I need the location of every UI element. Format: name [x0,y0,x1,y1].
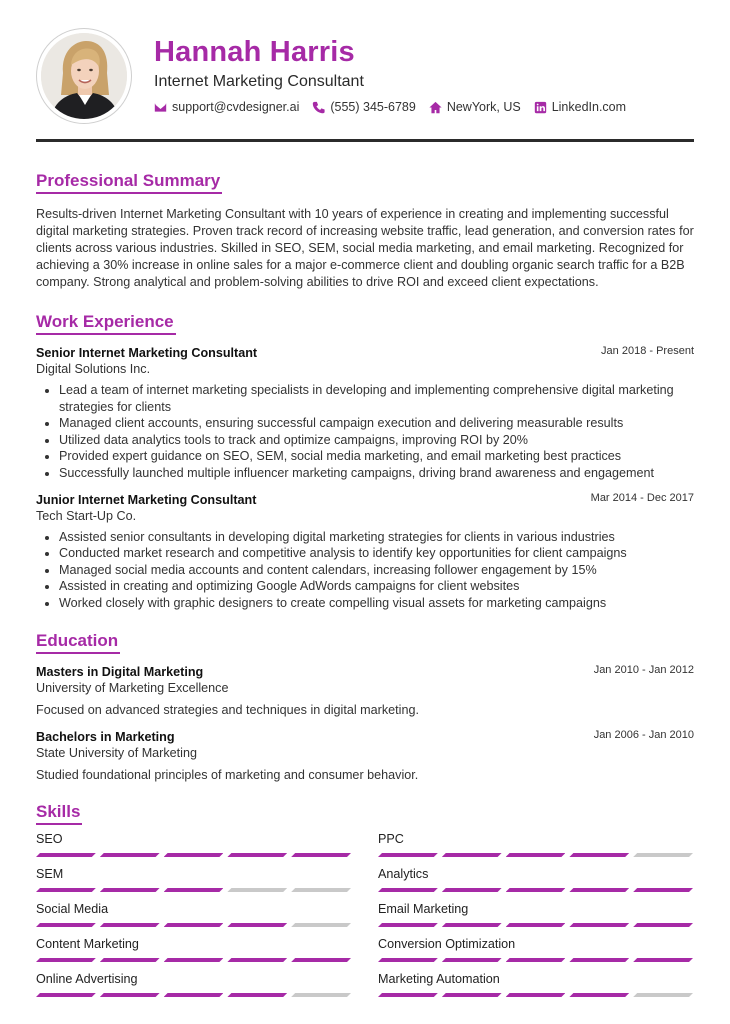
skill-level-filled [36,888,96,892]
skill-level-filled [378,923,438,927]
skill-level-filled [36,958,96,962]
skill-level-filled [227,853,287,857]
job-entry [36,492,694,612]
skill-level-bar [36,853,351,857]
contact-phone-text: (555) 345-6789 [330,100,416,114]
skill-item [36,972,351,986]
skill-level-filled [36,993,96,997]
job-title: Junior Internet Marketing Consultant [36,492,257,507]
phone-icon [312,101,325,114]
contact-location [429,100,521,114]
skill-level-filled [633,958,693,962]
contact-location-text: NewYork, US [446,100,521,114]
skill-item [378,867,693,881]
job-company: Tech Start-Up Co. [36,508,137,523]
experience-title: Work Experience [36,312,176,335]
skill-level-empty [227,888,287,892]
envelope-icon [154,101,167,114]
education-dates: Jan 2010 - Jan 2012 [593,664,694,676]
job-bullets [36,529,694,612]
skill-level-filled [164,923,224,927]
skill-level-empty [633,993,693,997]
skill-level-bar [378,958,693,962]
skill-level-filled [36,923,96,927]
contact-phone[interactable] [312,100,415,114]
education-dates: Jan 2006 - Jan 2010 [593,729,694,741]
skill-name: Conversion Optimization [378,937,516,951]
skill-level-bar [36,958,351,962]
skill-level-filled [378,888,438,892]
skill-level-empty [291,923,351,927]
skill-level-filled [506,993,566,997]
bullet-item: • Assisted in creating and optimizing Google AdWords campaigns for client websites [59,578,694,595]
summary-text: Results-driven Internet Marketing Consultant with 10 years of experience in creating and implementing successful digital marketing strategies. Proven track record of increasing website traffic, lead generation, and conversion rates for clients across various industries. Skilled in SEO, SEM, social media marketing, and email marketing. Recognized for achieving a 30% increase in online sales for a major e-commerce client and doubling organic search traffic for a B2B company. Strong analytical and problem-solving abilities to drive ROI and exceed client expectations. [36,207,694,289]
skill-level-filled [291,958,351,962]
job-bullets [36,382,694,482]
home-icon [429,101,442,114]
skill-level-filled [227,958,287,962]
skill-item [378,937,693,951]
education-section [36,631,694,783]
skill-level-filled [100,888,160,892]
skill-level-filled [100,853,160,857]
skill-level-bar [378,993,693,997]
school-name: University of Marketing Excellence [36,681,229,695]
job-title: Senior Internet Marketing Consultant [36,346,258,360]
skill-level-filled [291,853,351,857]
contact-linkedin[interactable] [534,100,626,114]
candidate-role: Internet Marketing Consultant [154,73,364,90]
resume-header [36,28,694,142]
skill-level-filled [569,853,629,857]
skill-level-filled [442,923,502,927]
skill-level-bar [36,993,351,997]
bullet-item: • Worked closely with graphic designers to create compelling visual assets for marketing campaigns [59,595,694,612]
skill-name: Content Marketing [36,937,139,951]
job-company: Digital Solutions Inc. [36,362,151,376]
skill-level-filled [442,853,502,857]
skill-name: Marketing Automation [378,972,500,986]
skill-level-bar [36,923,351,927]
education-entry [36,729,694,783]
profile-photo [41,33,127,119]
job-dates: Jan 2018 - Present [601,345,694,357]
candidate-name: Hannah Harris [154,36,355,68]
experience-section [36,312,694,612]
skill-level-filled [100,993,160,997]
skill-name: Online Advertising [36,972,138,986]
skill-level-filled [633,923,693,927]
bullet-item: • Utilized data analytics tools to track and optimize campaigns, improving ROI by 20% [59,432,694,449]
summary-title: Professional Summary [36,171,222,194]
skill-name: SEO [36,832,63,846]
skill-level-filled [100,923,160,927]
bullet-item: • Conducted market research and competitive analysis to identify key opportunities for client campaigns [59,545,694,562]
avatar-ring [36,28,132,124]
linkedin-icon [534,101,547,114]
skill-name: Social Media [36,902,109,916]
bullet-item: • Provided expert guidance on SEO, SEM, social media marketing, and email marketing best practices [59,448,694,465]
education-entry [36,664,694,718]
education-title: Education [36,631,120,654]
skill-level-filled [442,958,502,962]
skill-level-bar [378,923,693,927]
skill-level-filled [506,923,566,927]
bullet-item: • Managed social media accounts and content calendars, increasing follower engagement by 15% [59,562,694,579]
skill-level-filled [164,888,224,892]
skill-level-filled [633,888,693,892]
skill-level-filled [100,958,160,962]
bullet-item: • Lead a team of internet marketing specialists in developing and implementing comprehensive digital marketing strategies for clients [59,382,694,415]
skill-item [36,832,351,846]
skill-level-bar [378,853,693,857]
contact-email-text: support@cvdesigner.ai [172,100,300,114]
skill-item [36,867,351,881]
skills-title: Skills [36,802,82,825]
skill-item [36,902,351,916]
skill-name: Analytics [378,867,429,881]
skill-level-filled [227,993,287,997]
skill-level-filled [506,888,566,892]
skill-level-filled [506,853,566,857]
skill-item [378,902,693,916]
skill-item [36,937,351,951]
degree-title: Masters in Digital Marketing [36,665,204,679]
avatar [41,33,127,119]
skill-level-empty [291,888,351,892]
bullet-item: • Successfully launched multiple influencer marketing campaigns, driving brand awareness and engagement [59,465,694,482]
skill-level-filled [378,853,438,857]
skill-item [378,832,693,846]
skill-level-filled [442,993,502,997]
skill-level-bar [378,888,693,892]
skills-section [36,802,694,825]
skill-item [378,972,693,986]
skill-level-filled [378,993,438,997]
skill-level-bar [36,888,351,892]
skill-name: Email Marketing [378,902,469,916]
skill-level-filled [506,958,566,962]
skill-level-filled [442,888,502,892]
skill-level-empty [291,993,351,997]
school-name: State University of Marketing [36,746,197,760]
job-dates: Mar 2014 - Dec 2017 [590,491,694,504]
skill-level-filled [569,958,629,962]
skill-level-filled [569,923,629,927]
contact-email[interactable] [154,100,299,114]
skill-level-filled [164,958,224,962]
skill-level-filled [227,923,287,927]
skill-level-filled [569,993,629,997]
degree-title: Bachelors in Marketing [36,730,175,744]
education-description: Studied foundational principles of marketing and consumer behavior. [36,768,419,782]
skill-level-filled [378,958,438,962]
job-entry [36,345,694,482]
skill-level-filled [569,888,629,892]
education-description: Focused on advanced strategies and techniques in digital marketing. [36,703,419,717]
skill-level-filled [36,853,96,857]
skill-level-filled [164,993,224,997]
skill-name: SEM [36,867,64,881]
bullet-item: • Assisted senior consultants in developing digital marketing strategies for clients in various industries [59,529,694,546]
contact-list [154,100,626,114]
bullet-item: • Managed client accounts, ensuring successful campaign execution and delivering measurable results [59,415,694,432]
summary-section [36,171,694,291]
skill-level-empty [633,853,693,857]
contact-linkedin-text: LinkedIn.com [551,100,627,114]
skill-level-filled [164,853,224,857]
skill-name: PPC [378,832,404,846]
